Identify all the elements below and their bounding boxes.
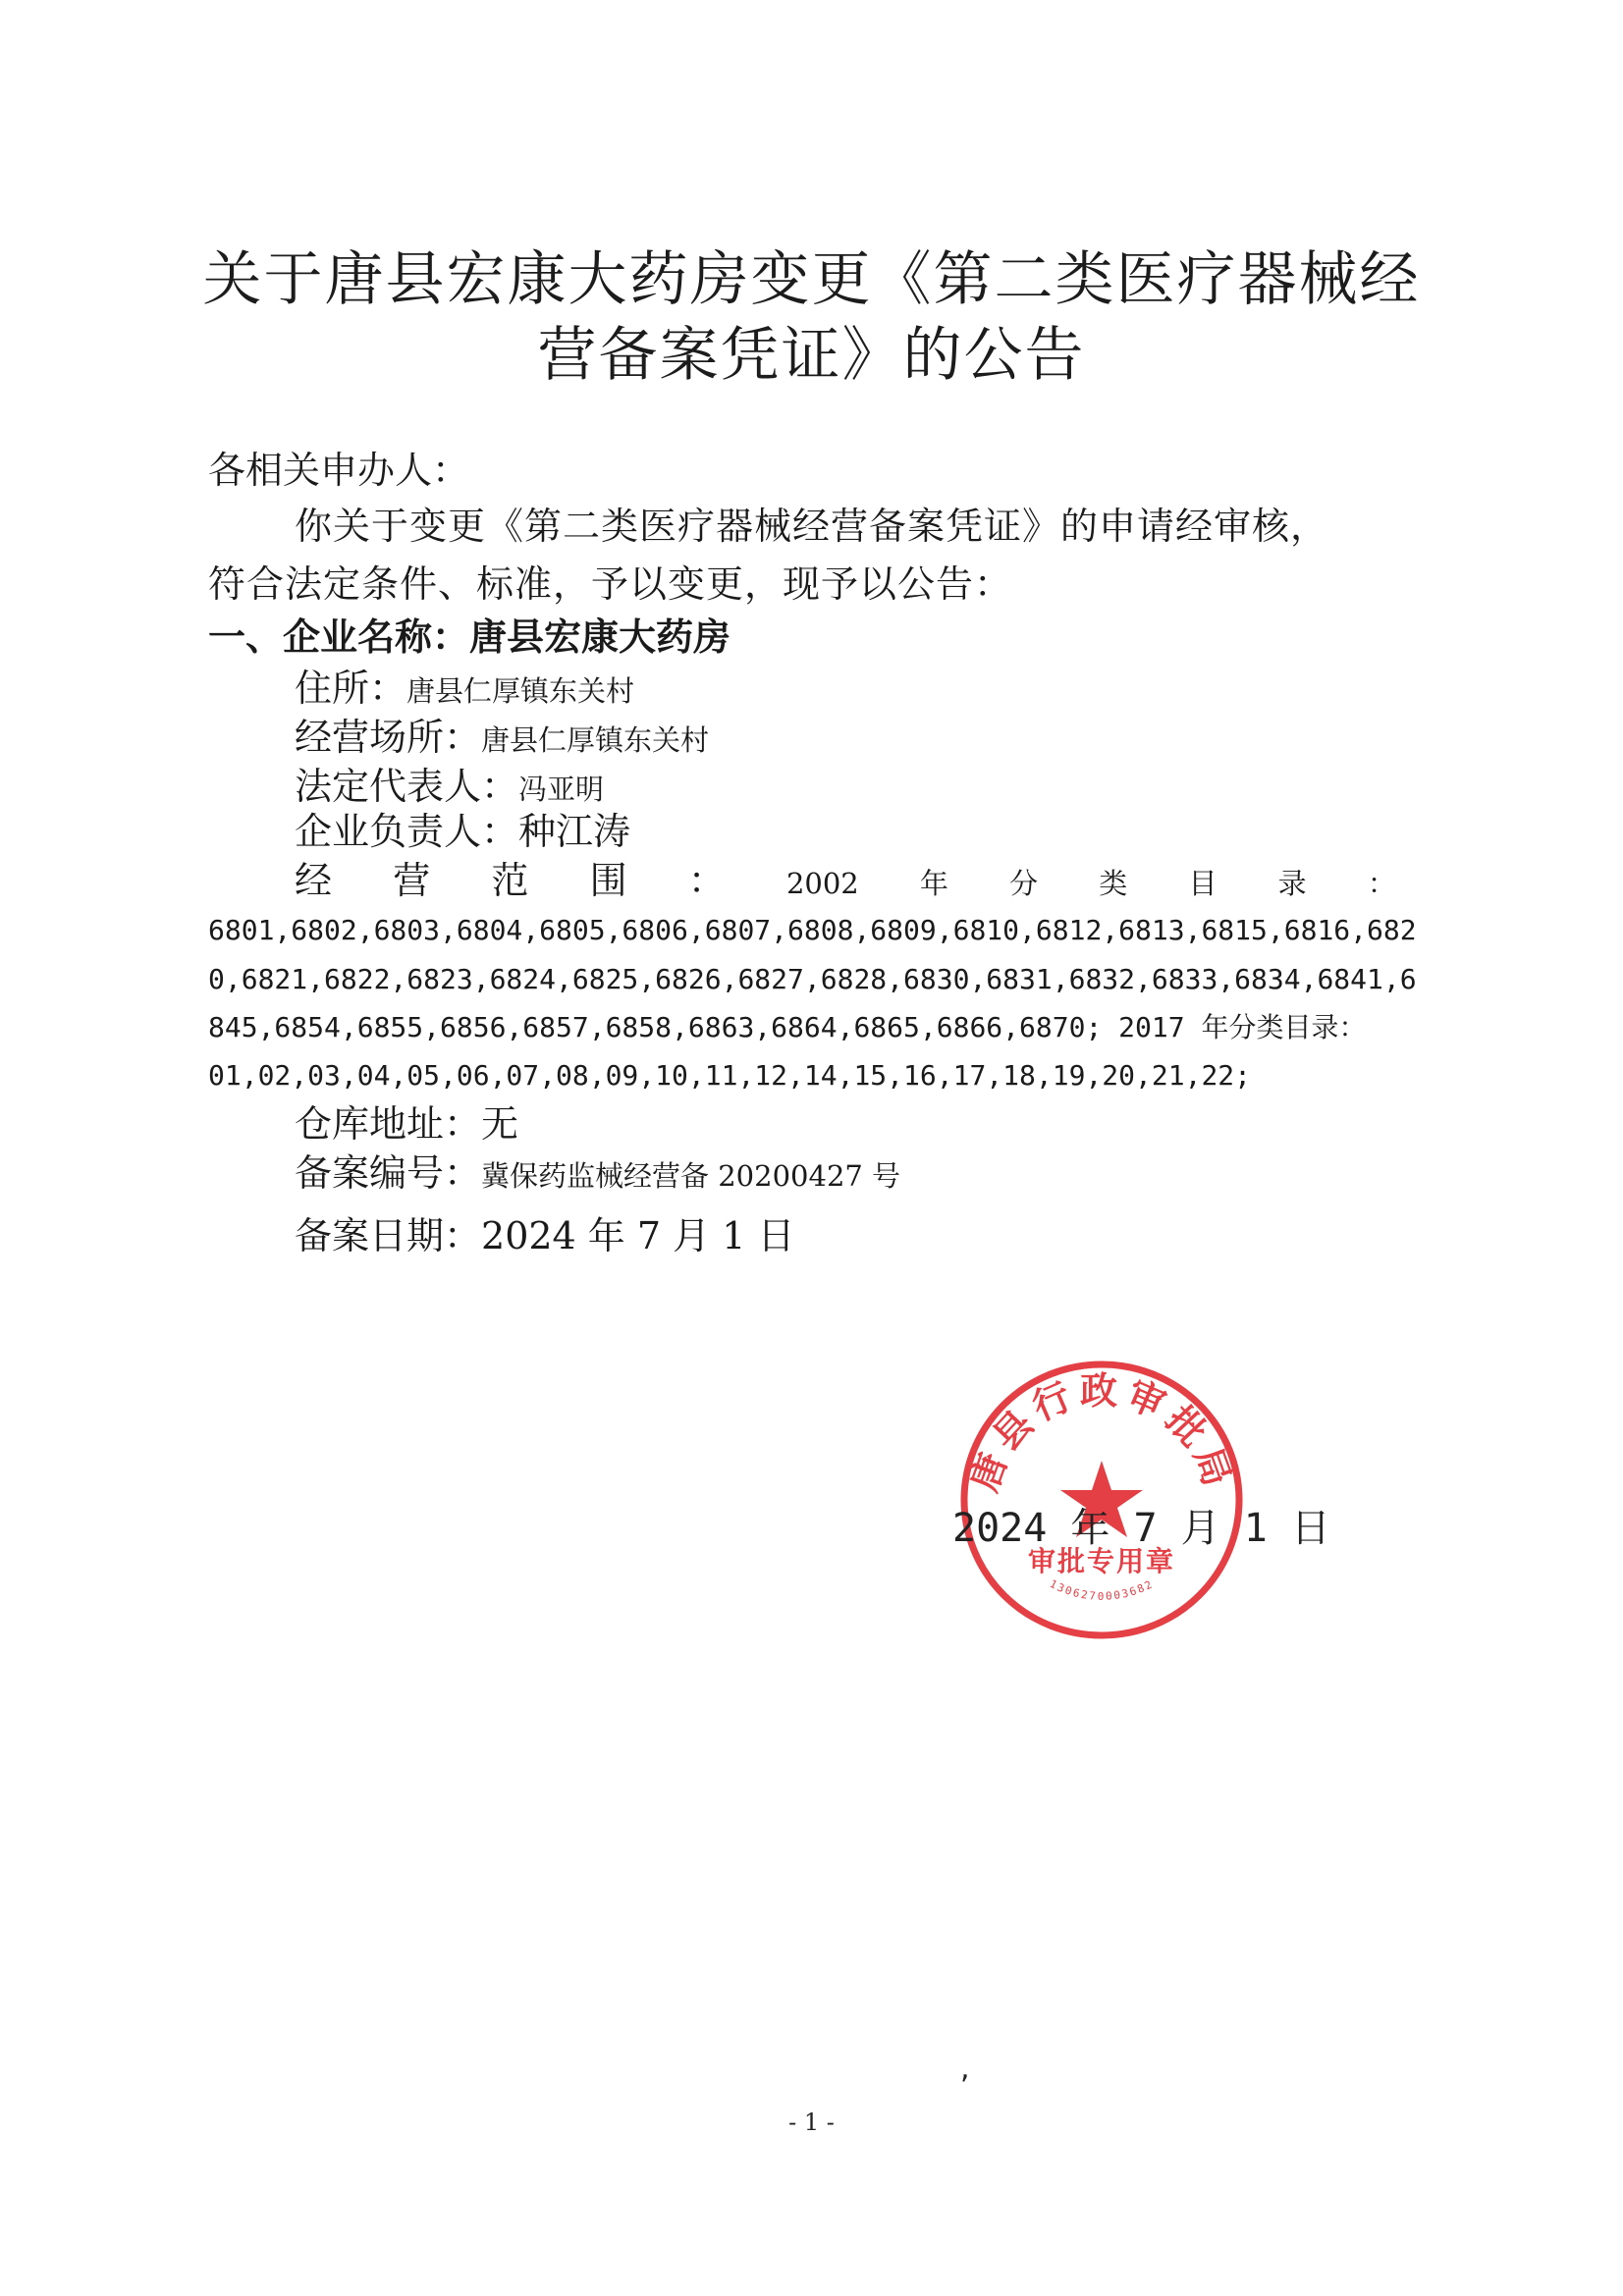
scope-year-2002: 2002 [785,867,859,900]
record-number-row [295,1151,901,1195]
principal-label: 企业负责人： [295,810,519,853]
seal-bottom-text: 审批专用章 [1027,1545,1176,1577]
legal-rep-label: 法定代表人： [295,765,519,808]
seal-serial-number: 1306270003682 [1047,1576,1157,1603]
scope-label-char: ： [687,859,726,902]
scope-catalog-char: 目 [1188,867,1217,900]
premises-row [295,716,710,759]
record-number-label: 备案编号： [295,1151,482,1195]
record-date-label: 备案日期： [295,1214,482,1257]
signature-date: 2024 年 7 月 1 日 [952,1506,1330,1551]
body-paragraph-line-2: 符合法定条件、标准，予以变更，现予以公告： [208,562,1013,606]
business-scope-label-row [295,859,1396,902]
document-title-line-1: 关于唐县宏康大药房变更《第二类医疗器械经 [202,245,1421,314]
legal-rep-row [295,765,605,808]
residence-label: 住所： [295,667,407,710]
warehouse-value: 无 [481,1102,519,1146]
legal-rep-value: 冯亚明 [518,773,605,806]
scope-catalog-char: 类 [1099,867,1128,900]
section-heading-company-name: 一、企业名称：唐县宏康大药房 [208,615,731,659]
scope-codes-line-4: 01,02,03,04,05,06,07,08,09,10,11,12,14,15,16,17,18,19,20,21,22; [208,1059,1252,1092]
record-date-row [295,1214,795,1257]
residence-value: 唐县仁厚镇东关村 [406,674,635,708]
residence-row [295,667,635,710]
document-title-line-2: 营备案凭证》的公告 [537,321,1086,390]
scan-mark: , [960,2052,970,2086]
seal-top-text: 唐县行政审批局 [962,1369,1241,1498]
premises-label: 经营场所： [295,716,482,759]
warehouse-label: 仓库地址： [295,1102,482,1146]
scope-label-char: 围 [589,859,627,902]
record-date-value: 2024 年 7 月 1 日 [481,1214,795,1257]
scope-catalog-char: 录 [1277,867,1307,900]
record-number-value: 冀保药监械经营备 20200427 号 [481,1159,901,1193]
premises-value: 唐县仁厚镇东关村 [481,723,710,757]
scope-year-suffix: 年 [919,867,948,900]
scope-codes-line-1: 6801,6802,6803,6804,6805,6806,6807,6808,6809,6810,6812,6813,6815,6816,682 [208,914,1417,946]
scope-catalog-char: 分 [1009,867,1039,900]
warehouse-row [295,1102,519,1146]
scope-codes-line-2: 0,6821,6822,6823,6824,6825,6826,6827,6828,6830,6831,6832,6833,6834,6841,6 [208,963,1417,995]
salutation: 各相关申办人： [208,449,470,492]
scope-catalog-char: ： [1367,867,1396,900]
scope-label-char: 营 [393,859,431,902]
body-paragraph-line-1: 你关于变更《第二类医疗器械经营备案凭证》的申请经审核， [295,505,1329,548]
principal-row [295,810,631,853]
scope-label-char: 范 [491,859,529,902]
scope-label-char: 经 [295,859,333,902]
page-number: - 1 - [788,2109,835,2136]
scope-codes-line-3: 845,6854,6855,6856,6857,6858,6863,6864,6865,6866,6870; 2017 年分类目录： [208,1011,1367,1043]
principal-value: 种江涛 [518,810,631,853]
official-seal-stamp [945,1353,1259,1647]
